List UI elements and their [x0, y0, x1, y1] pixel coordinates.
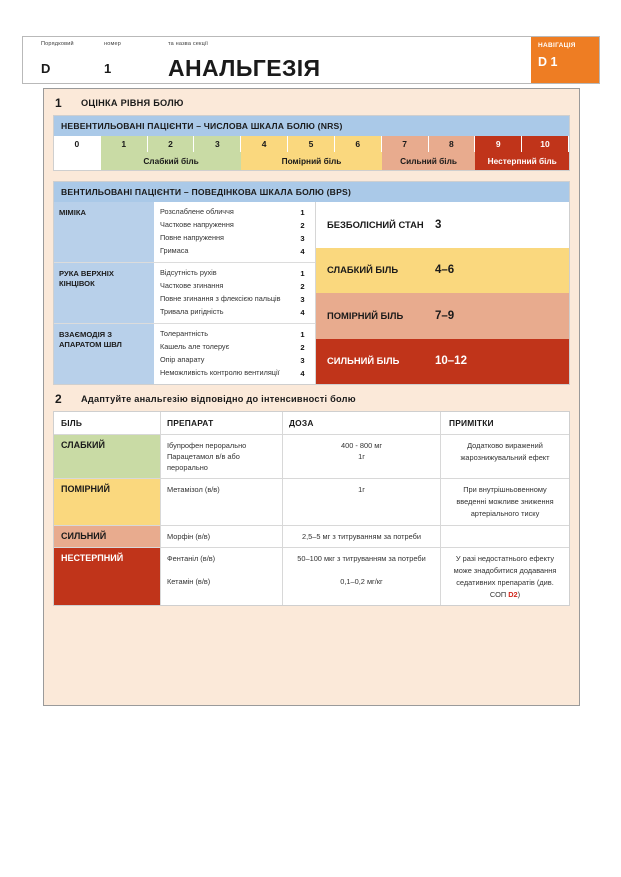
bps-item-score: 2 [300, 282, 305, 291]
bps-criteria-table [54, 202, 316, 384]
drug-line: Фентаніл (в/в) [167, 553, 216, 563]
nrs-panel [53, 115, 570, 171]
dose-cell [283, 435, 441, 478]
nrs-band-label-4: Нестерпний біль [475, 152, 569, 170]
bps-band-value: 4–6 [435, 264, 455, 277]
content-card [43, 88, 580, 706]
nrs-score-3: 3 [194, 136, 241, 152]
dose-line: 1г [358, 452, 365, 462]
drug-line: Ібупрофен перорально [167, 441, 247, 450]
bps-category-label: ВЗАЄМОДІЯ З АПАРАТОМ ШВЛ [54, 324, 154, 384]
dose-line: 2,5–5 мг з титруванням за потреби [301, 531, 422, 541]
note-text: При внутрішньовенному введенні можливе зниження артеріального тиску [456, 485, 554, 519]
bps-band-label: СИЛЬНИЙ БІЛЬ [327, 355, 400, 367]
notes-cell [441, 479, 569, 525]
nrs-score-9: 9 [475, 136, 522, 152]
bps-item [154, 341, 315, 354]
bps-band-value: 10–12 [435, 355, 467, 368]
bps-item-text: Повне напруження [160, 233, 224, 242]
dose-cell [283, 526, 441, 547]
bps-item-score: 3 [300, 356, 305, 365]
notes-cell [441, 435, 569, 478]
table-row [54, 435, 569, 479]
header-main-row [41, 53, 531, 83]
bps-item-text: Розслаблене обличчя [160, 207, 234, 216]
dose-line: 0,1–0,2 мг/кг [340, 577, 383, 587]
bps-item-score: 1 [300, 208, 305, 217]
drug-cell [161, 548, 283, 605]
document-header [22, 36, 600, 84]
nrs-band-label-1: Слабкий біль [101, 152, 241, 170]
analgesia-table [53, 411, 570, 606]
table-body [54, 435, 569, 605]
drug-cell [161, 435, 283, 478]
section-1-heading [44, 89, 579, 115]
bps-band-label: БЕЗБОЛІСНИЙ СТАН [327, 218, 424, 230]
drug-cell [161, 526, 283, 547]
bps-item [154, 219, 315, 232]
bps-group [54, 263, 315, 324]
bps-item-text: Неможливість контролю вентиляції [160, 368, 280, 377]
pain-severity-cell [54, 526, 161, 547]
drug-line: Кетамін (в/в) [167, 577, 211, 587]
section-number: 1 [104, 60, 112, 76]
drug-line: Метамізол (в/в) [167, 485, 220, 495]
bps-item-text: Тривала ригідність [160, 307, 224, 316]
bps-item-text: Повне згинання з флексією пальців [160, 294, 281, 303]
bps-item [154, 280, 315, 293]
bps-band-value: 3 [435, 218, 442, 231]
header-mini-labels [41, 41, 531, 53]
column-header-drug: ПРЕПАРАТ [161, 412, 283, 434]
dose-cell [283, 548, 441, 605]
bps-item [154, 232, 315, 245]
sop-reference-link[interactable]: D2 [508, 589, 518, 599]
bps-item [154, 306, 315, 319]
bps-item-text: Опір апарату [160, 355, 205, 364]
pain-severity-cell [54, 548, 161, 605]
mini-label-order: Порядковий [41, 41, 74, 47]
bps-group [54, 202, 315, 263]
nrs-score-7: 7 [382, 136, 429, 152]
pain-severity-label: ПОМІРНИЙ [61, 484, 110, 495]
navigation-badge[interactable] [531, 37, 599, 83]
bps-item [154, 367, 315, 380]
bps-item-score: 3 [300, 295, 305, 304]
bps-category-label: РУКА ВЕРХНІХ КІНЦІВОК [54, 263, 154, 323]
pain-severity-cell [54, 435, 161, 478]
bps-item-text: Часткове згинання [160, 281, 224, 290]
table-row [54, 526, 569, 548]
bps-category-label: МІМІКА [54, 202, 154, 262]
bps-item [154, 354, 315, 367]
page-title: АНАЛЬГЕЗІЯ [168, 54, 321, 81]
pain-severity-label: СИЛЬНИЙ [61, 530, 107, 541]
bps-item-score: 2 [300, 221, 305, 230]
dose-line: 400 - 800 мг [340, 441, 383, 450]
drug-line: Парацетамол в/в або перорально [167, 452, 240, 473]
table-header-row [54, 412, 569, 435]
nrs-score-4: 4 [241, 136, 288, 152]
header-title-area [23, 37, 531, 83]
bps-item-score: 3 [300, 234, 305, 243]
bps-item-score: 1 [300, 330, 305, 339]
mini-label-section-name: та назва секції [168, 41, 209, 47]
notes-cell [441, 548, 569, 605]
nrs-score-5: 5 [288, 136, 335, 152]
nrs-score-0: 0 [54, 136, 101, 152]
bps-score-band [316, 202, 569, 248]
section-2-heading [44, 385, 579, 411]
bps-item [154, 293, 315, 306]
bps-score-band [316, 248, 569, 294]
pain-severity-cell [54, 479, 161, 525]
bps-band-label: СЛАБКИЙ БІЛЬ [327, 264, 399, 276]
section-1-number: 1 [55, 96, 62, 110]
bps-band-label: ПОМІРНИЙ БІЛЬ [327, 309, 404, 321]
nrs-band-label-3: Сильний біль [382, 152, 476, 170]
nrs-number-row [54, 136, 569, 152]
bps-item-list [154, 324, 315, 384]
section-2-number: 2 [55, 392, 62, 406]
bps-item-text: Толерантність [160, 329, 209, 338]
drug-line: Морфін (в/в) [167, 531, 211, 541]
bps-score-band [316, 293, 569, 339]
drug-cell [161, 479, 283, 525]
bps-header: ВЕНТИЛЬОВАНІ ПАЦІЄНТИ – ПОВЕДІНКОВА ШКАЛА БОЛЮ (BPS) [54, 182, 569, 202]
bps-item-score: 4 [300, 308, 305, 317]
bps-score-bands [316, 202, 569, 384]
mini-label-number: номер [104, 41, 121, 47]
nrs-score-2: 2 [148, 136, 195, 152]
bps-item-score: 4 [300, 369, 305, 378]
bps-item [154, 328, 315, 341]
nrs-label-row [54, 152, 569, 170]
bps-item [154, 206, 315, 219]
navigation-code: D 1 [538, 55, 558, 69]
bps-item-score: 4 [300, 247, 305, 256]
nrs-band-label-2: Помірний біль [241, 152, 381, 170]
nrs-score-6: 6 [335, 136, 382, 152]
column-header-dose: ДОЗА [283, 412, 441, 434]
dose-line: 50–100 мкг з титруванням за потреби [297, 553, 426, 563]
pain-severity-label: НЕСТЕРПНИЙ [61, 552, 124, 563]
table-row [54, 548, 569, 605]
column-header-notes: ПРИМІТКИ [449, 418, 494, 428]
nrs-score-10: 10 [522, 136, 569, 152]
table-row [54, 479, 569, 526]
nrs-band-label-0 [54, 152, 101, 170]
column-header-pain: БІЛЬ [54, 412, 161, 434]
bps-item-list [154, 202, 315, 262]
nrs-score-1: 1 [101, 136, 148, 152]
dose-cell [283, 479, 441, 525]
nrs-score-8: 8 [429, 136, 476, 152]
note-text: У разі недостатнього ефекту може знадобитися додавання седативних препаратів (див. СОП D2) [453, 553, 557, 599]
bps-body [54, 202, 569, 384]
bps-item-list [154, 263, 315, 323]
bps-item [154, 245, 315, 258]
bps-band-value: 7–9 [435, 309, 455, 322]
navigation-label: НАВІГАЦІЯ [538, 42, 576, 49]
notes-cell [441, 526, 569, 547]
bps-item-text: Гримаса [160, 246, 189, 255]
bps-item-score: 2 [300, 343, 305, 352]
bps-group [54, 324, 315, 384]
note-text: Додатково виражений жарознижувальний ефект [460, 441, 550, 462]
dose-line: 1г [358, 485, 365, 495]
bps-item [154, 267, 315, 280]
bps-score-band [316, 339, 569, 385]
bps-item-score: 1 [300, 269, 305, 278]
section-1-title: ОЦІНКА РІВНЯ БОЛЮ [81, 98, 184, 108]
bps-item-text: Відсутність рухів [160, 268, 217, 277]
section-2-title: Адаптуйте анальгезію відповідно до інтенсивності болю [81, 394, 356, 404]
pain-severity-label: СЛАБКИЙ [61, 440, 105, 450]
bps-panel [53, 181, 570, 385]
bps-item-text: Часткове напруження [160, 220, 234, 229]
bps-item-text: Кашель але толерує [160, 342, 230, 351]
nrs-header: НЕВЕНТИЛЬОВАНІ ПАЦІЄНТИ – ЧИСЛОВА ШКАЛА БОЛЮ (NRS) [54, 116, 569, 136]
section-letter: D [41, 60, 51, 76]
